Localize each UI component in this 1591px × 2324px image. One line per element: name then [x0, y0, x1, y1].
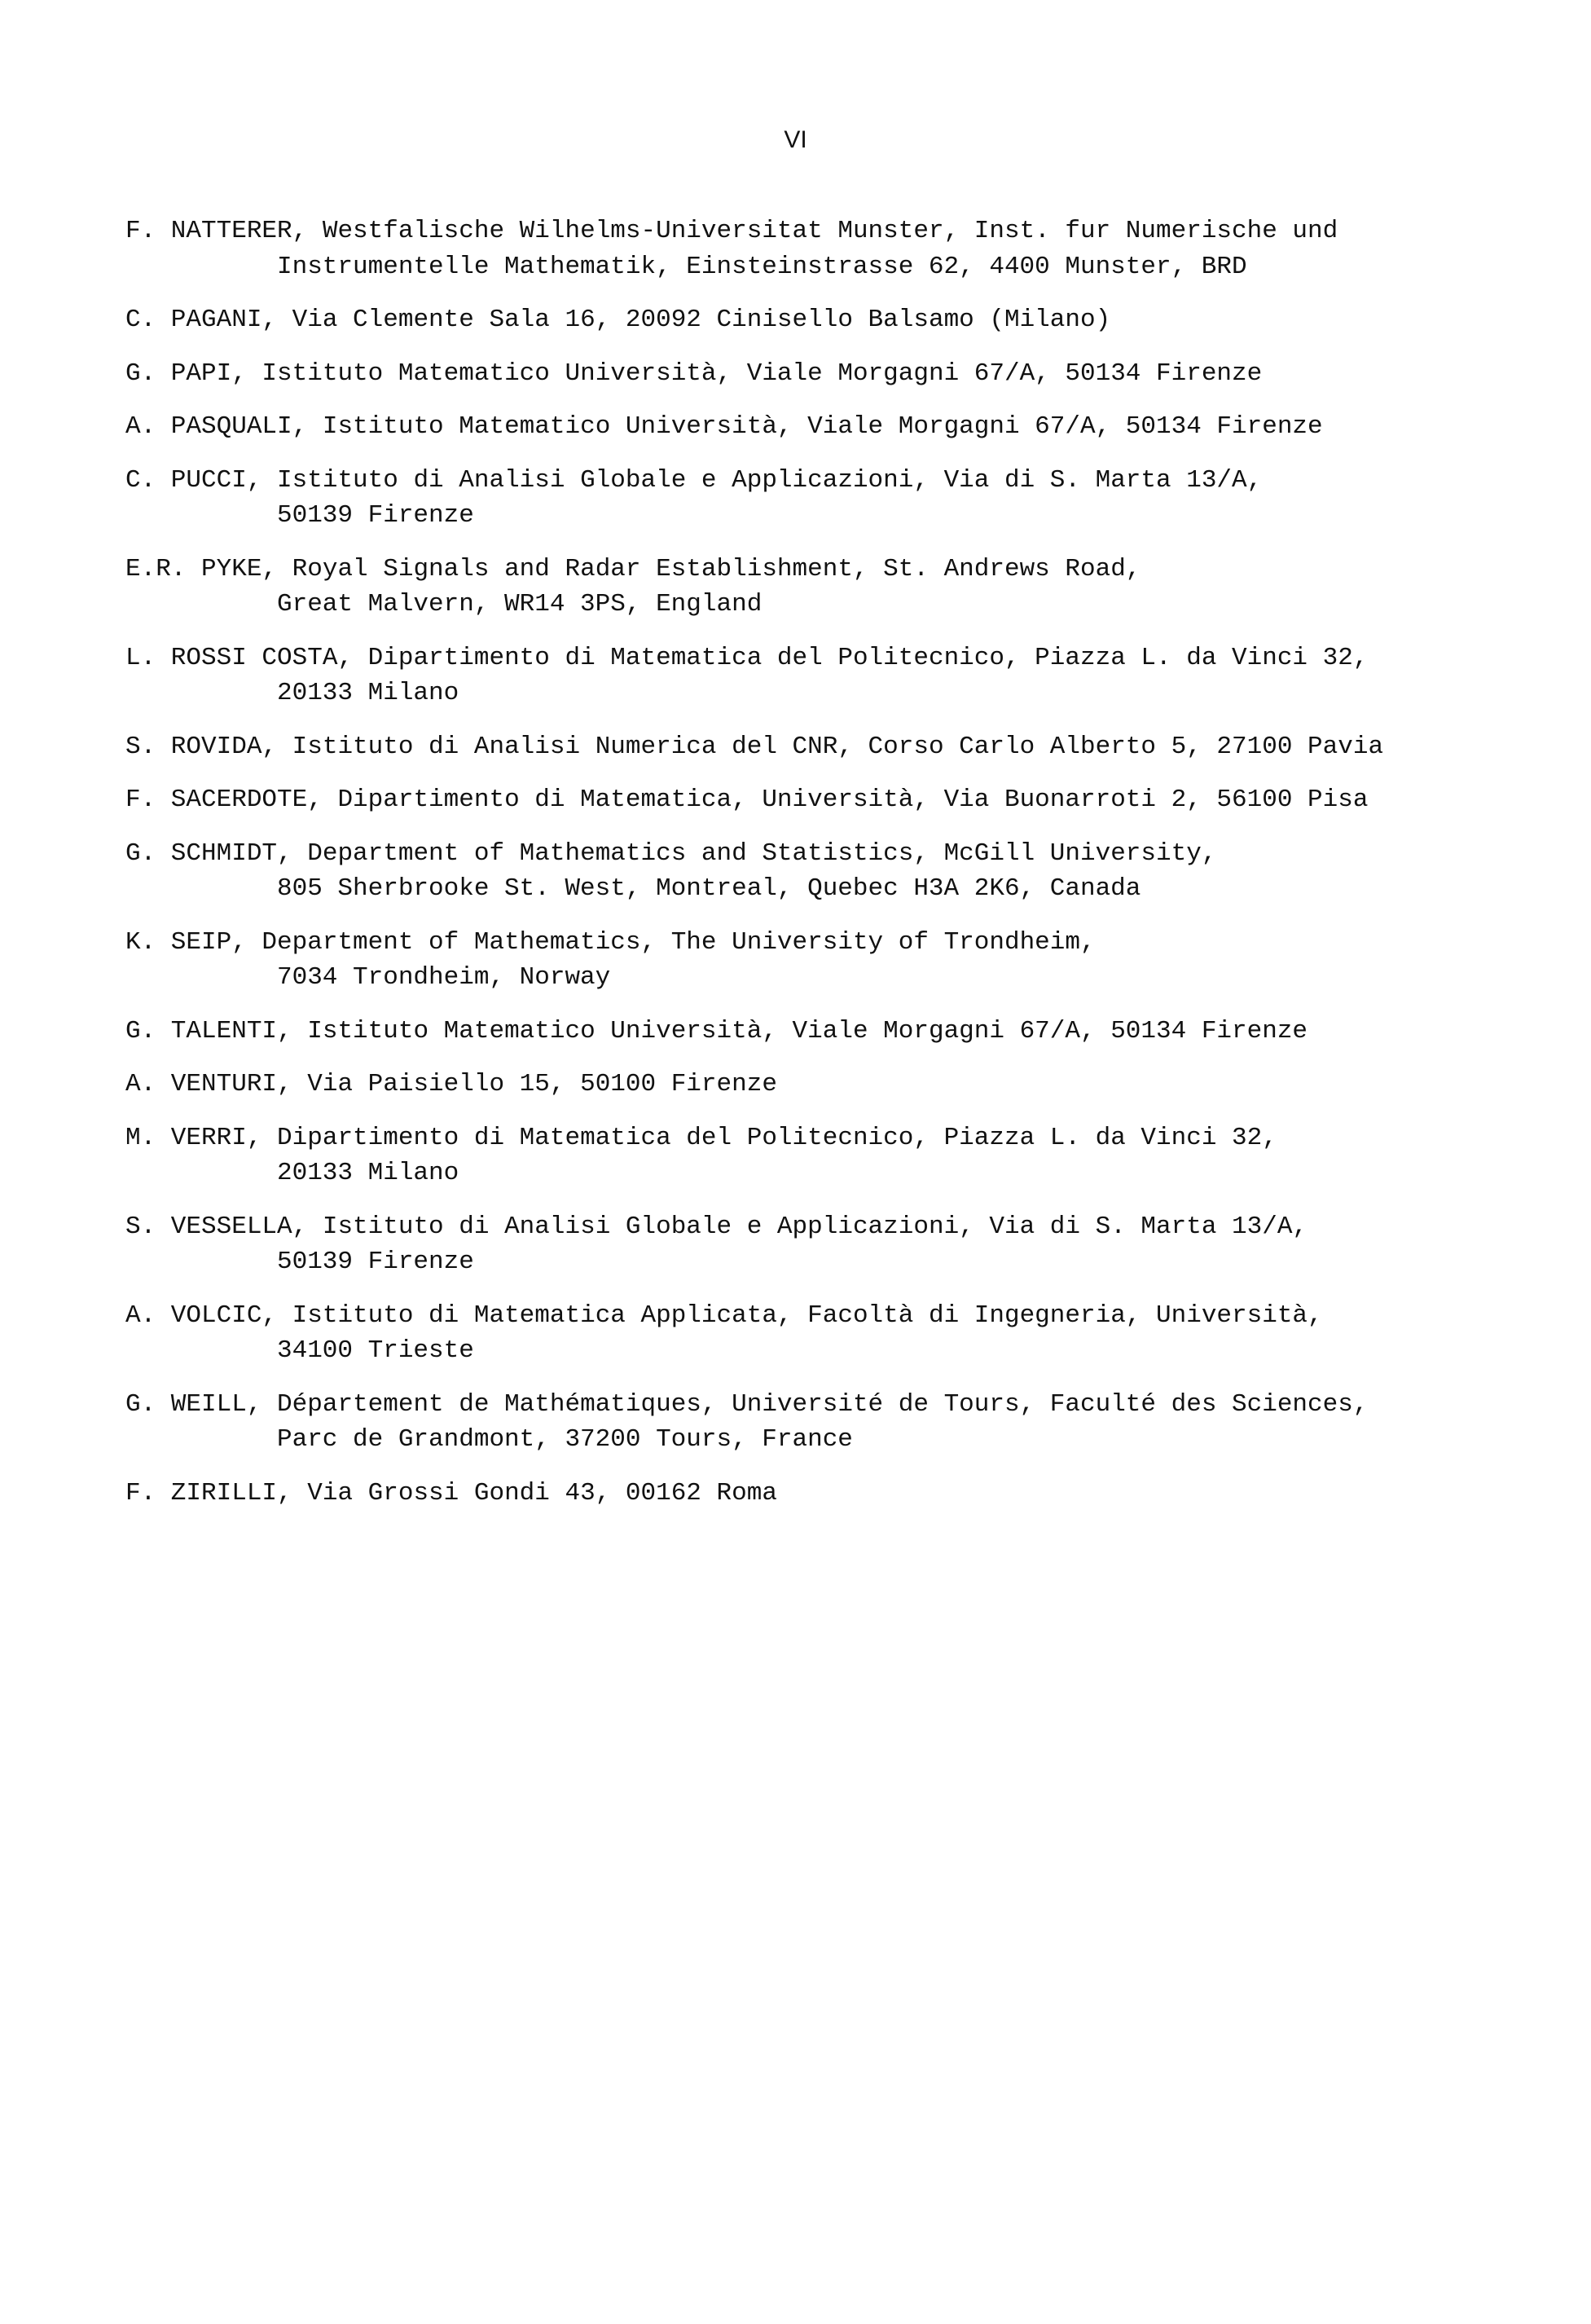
- contributor-name-line: G. PAPI, Istituto Matematico Università, Viale Morgagni 67/A, 50134 Firenze: [125, 359, 1263, 388]
- contributor-entry: [125, 1209, 1559, 1280]
- contributor-name-line: F. NATTERER, Westfalische Wilhelms-Universitat Munster, Inst. fur Numerische und: [125, 217, 1338, 245]
- contributor-entry: [125, 782, 1559, 818]
- address-continuation-line: 34100 Trieste: [277, 1336, 474, 1365]
- contributor-name-line: A. VOLCIC, Istituto di Matematica Applicata, Facoltà di Ingegneria, Università,: [125, 1301, 1323, 1330]
- contributor-name-line: A. PASQUALI, Istituto Matematico Università, Viale Morgagni 67/A, 50134 Firenze: [125, 412, 1323, 441]
- address-continuation-line: 805 Sherbrooke St. West, Montreal, Quebec H3A 2K6, Canada: [277, 874, 1141, 903]
- contributor-entry: [125, 213, 1559, 284]
- contributor-name-line: C. PAGANI, Via Clemente Sala 16, 20092 Cinisello Balsamo (Milano): [125, 306, 1111, 334]
- contributor-entry: [125, 925, 1559, 996]
- contributor-entry: [125, 302, 1559, 338]
- contributor-entry: [125, 1476, 1559, 1512]
- page-number: VI: [784, 126, 807, 153]
- contributor-name-line: G. TALENTI, Istituto Matematico Università, Viale Morgagni 67/A, 50134 Firenze: [125, 1016, 1308, 1045]
- contributor-entry: [125, 1387, 1559, 1458]
- contributor-list: [125, 213, 1559, 1529]
- address-continuation-line: Parc de Grandmont, 37200 Tours, France: [277, 1425, 853, 1454]
- contributor-entry: [125, 1120, 1559, 1191]
- contributor-name-line: K. SEIP, Department of Mathematics, The University of Trondheim,: [125, 927, 1096, 957]
- contributor-entry: [125, 463, 1559, 534]
- contributor-name-line: F. SACERDOTE, Dipartimento di Matematica, Università, Via Buonarroti 2, 56100 Pisa: [125, 786, 1369, 814]
- address-continuation-line: 20133 Milano: [277, 1159, 459, 1187]
- contributor-name-line: G. SCHMIDT, Department of Mathematics and Statistics, McGill University,: [125, 838, 1217, 868]
- address-continuation-line: 7034 Trondheim, Norway: [277, 963, 611, 992]
- address-continuation-line: 50139 Firenze: [277, 1248, 474, 1276]
- contributor-entry: [125, 356, 1559, 392]
- contributor-name-line: E.R. PYKE, Royal Signals and Radar Establishment, St. Andrews Road,: [125, 554, 1141, 583]
- contributor-entry: [125, 409, 1559, 445]
- contributor-name-line: A. VENTURI, Via Paisiello 15, 50100 Firenze: [125, 1070, 777, 1098]
- address-continuation-line: Instrumentelle Mathematik, Einsteinstrasse 62, 4400 Munster, BRD: [277, 252, 1247, 281]
- contributor-name-line: C. PUCCI, Istituto di Analisi Globale e Applicazioni, Via di S. Marta 13/A,: [125, 465, 1263, 495]
- contributor-name-line: M. VERRI, Dipartimento di Matematica del Politecnico, Piazza L. da Vinci 32,: [125, 1123, 1277, 1152]
- address-continuation-line: 50139 Firenze: [277, 501, 474, 530]
- contributor-name-line: S. ROVIDA, Istituto di Analisi Numerica del CNR, Corso Carlo Alberto 5, 27100 Pavia: [125, 732, 1384, 761]
- address-continuation-line: 20133 Milano: [277, 679, 459, 707]
- address-continuation-line: Great Malvern, WR14 3PS, England: [277, 590, 763, 618]
- contributor-name-line: L. ROSSI COSTA, Dipartimento di Matematica del Politecnico, Piazza L. da Vinci 32,: [125, 643, 1369, 672]
- contributor-entry: [125, 640, 1559, 711]
- contributor-name-line: G. WEILL, Département de Mathématiques, Université de Tours, Faculté des Sciences,: [125, 1389, 1369, 1419]
- contributor-name-line: S. VESSELLA, Istituto di Analisi Globale e Applicazioni, Via di S. Marta 13/A,: [125, 1212, 1308, 1241]
- contributor-entry: [125, 1298, 1559, 1369]
- contributor-entry: [125, 729, 1559, 765]
- contributor-entry: [125, 1014, 1559, 1050]
- contributor-entry: [125, 1067, 1559, 1103]
- contributor-entry: [125, 552, 1559, 623]
- contributor-name-line: F. ZIRILLI, Via Grossi Gondi 43, 00162 Roma: [125, 1478, 777, 1508]
- contributor-entry: [125, 836, 1559, 907]
